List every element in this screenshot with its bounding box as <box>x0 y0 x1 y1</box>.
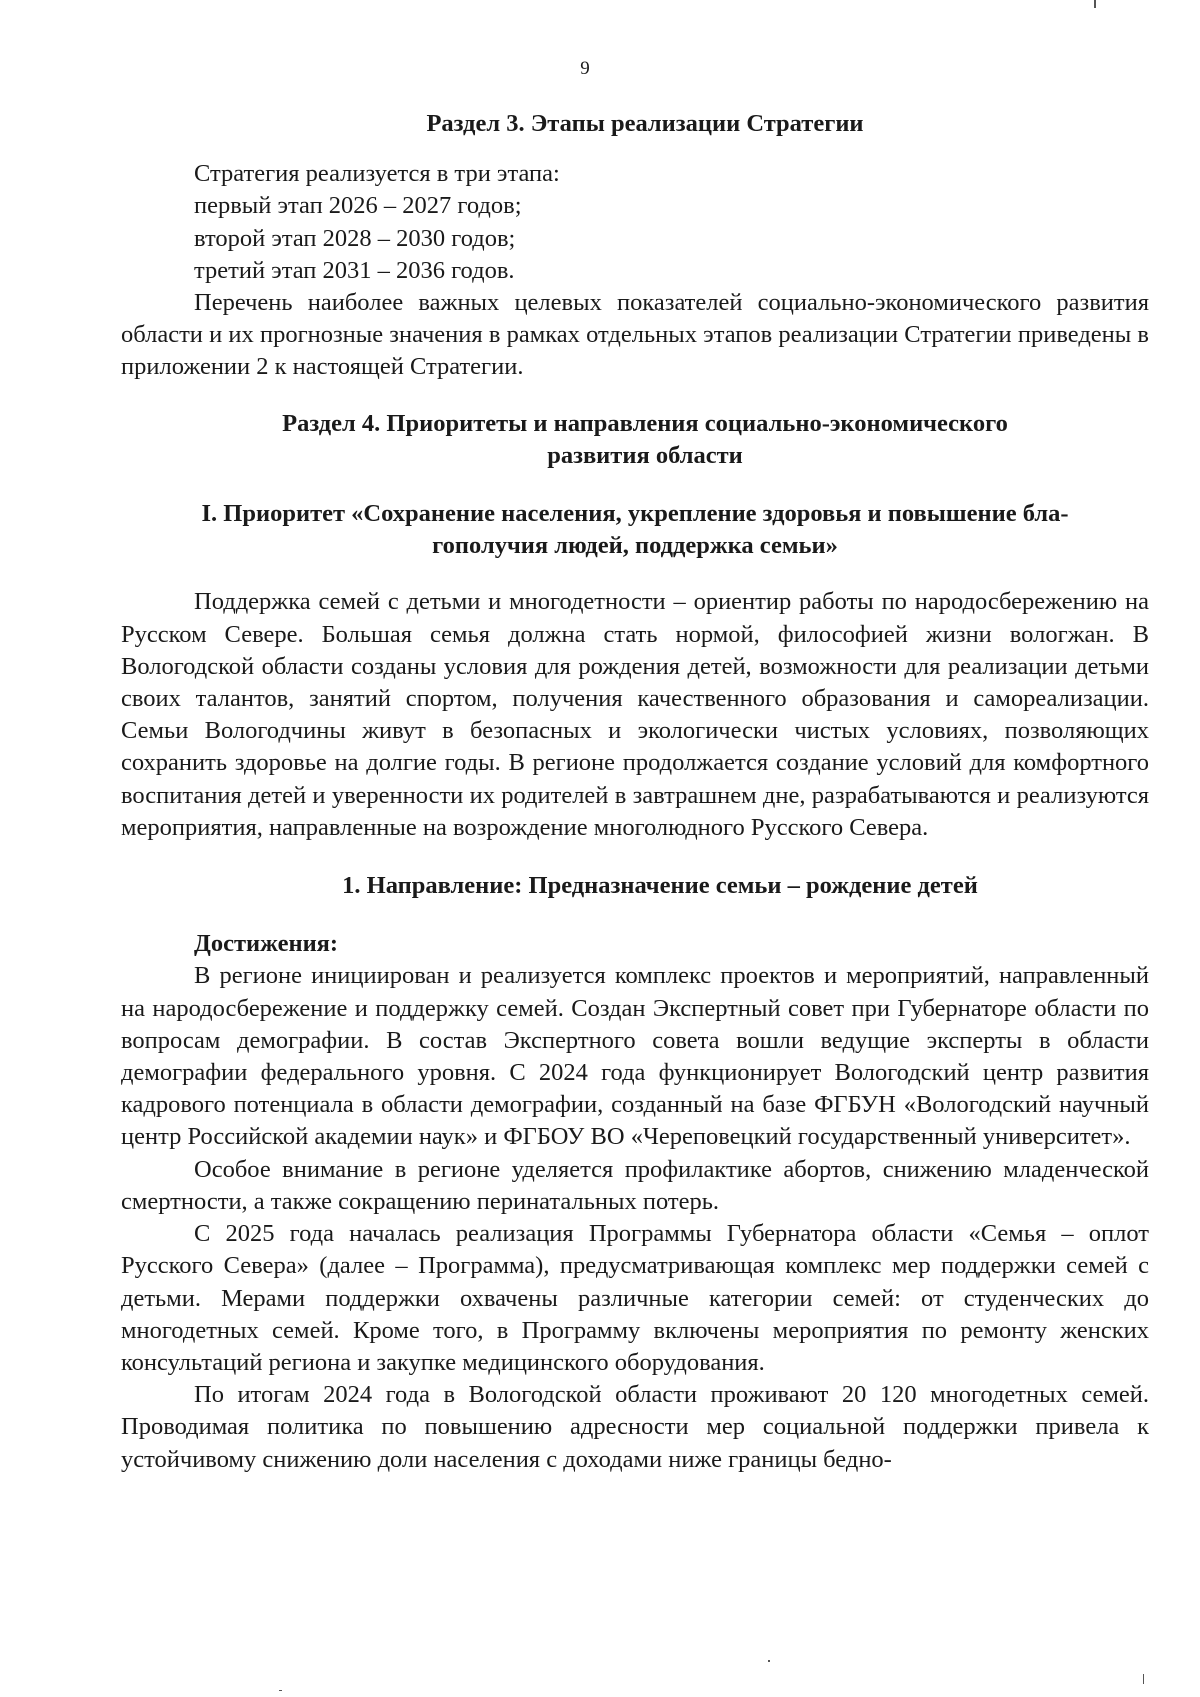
priority1-heading-line-1: I. Приоритет «Сохранение населения, укрепление здоровья и повышение бла- <box>201 500 1069 528</box>
section3-line-1: Стратегия реализуется в три этапа: <box>194 160 560 188</box>
section3-paragraph: Перечень наиболее важных целевых показателей социально-экономического развития области и их прогнозные значения в рамках отдельных этапов реализации Стратегии приведены в приложении 2 к настоящей Стратегии. <box>121 289 1149 381</box>
section3-line-3: второй этап 2028 – 2030 годов; <box>194 224 516 252</box>
page-content <box>121 100 1149 1476</box>
achievements-label: Достижения: <box>194 930 339 958</box>
direction1-heading: 1. Направление: Предназначение семьи – рождение детей <box>342 872 978 900</box>
direction1-paragraph-4: По итогам 2024 года в Вологодской области проживают 20 120 многодетных семей. Проводимая политика по повышению адресности мер социальной поддержки привела к устойчивому снижению доли населения с доходами ниже границы бедно- <box>121 1381 1149 1473</box>
scan-speck <box>768 1660 770 1662</box>
section4-heading-line-2: развития области <box>547 441 743 469</box>
section4-heading <box>121 408 1149 472</box>
priority1-paragraph: Поддержка семей с детьми и многодетности – ориентир работы по народосбережению на Русском Севере. Большая семья должна стать нормой, философией жизни вологжан. В Вологодской области созданы условия для рождения детей, возможности для реализации детьми своих талантов, занятий спортом, получения качественного образования и самореализации. Семьи Вологодчины живут в безопасных и экологически чистых условиях, позволяющих сохранить здоровье на долгие годы. В регионе продолжается создание условий для комфортного воспитания детей и уверенности их родителей в завтрашнем дне, разрабатываются и реализуются мероприятия, направленные на возрождение многолюдного Русского Севера. <box>121 588 1149 841</box>
direction1-paragraph-2: Особое внимание в регионе уделяется профилактике абортов, снижению младенческой смертности, а также сокращению перинатальных потерь. <box>121 1155 1149 1215</box>
priority1-heading <box>121 498 1149 562</box>
section4-heading-line-1: Раздел 4. Приоритеты и направления социально-экономического <box>282 409 1008 437</box>
section3-heading: Раздел 3. Этапы реализации Стратегии <box>426 110 864 137</box>
scan-speck <box>279 1690 282 1691</box>
scan-speck <box>1094 0 1096 8</box>
direction1-paragraph-3: С 2025 года началась реализация Программы Губернатора области «Семья – оплот Русского Севера» (далее – Программа), предусматривающая комплекс мер поддержки семей с детьми. Мерами поддержки охвачены различные категории семей: от студенческих до многодетных семей. Кроме того, в Программу включены мероприятия по ремонту женских консультаций региона и закупке медицинского оборудования. <box>121 1220 1149 1376</box>
page-number: 9 <box>580 58 590 79</box>
scan-speck <box>1143 1674 1144 1684</box>
priority1-heading-line-2: гополучия людей, поддержка семьи» <box>432 532 838 560</box>
section3-line-2: первый этап 2026 – 2027 годов; <box>194 192 522 220</box>
direction1-paragraph-1: В регионе инициирован и реализуется комплекс проектов и мероприятий, направленный на народосбережение и поддержку семей. Создан Экспертный совет при Губернаторе области по вопросам демографии. В состав Экспертного совета вошли ведущие эксперты в области демографии федерального уровня. С 2024 года функционирует Вологодский центр развития кадрового потенциала в области демографии, созданный на базе ФГБУН «Вологодский научный центр Российской академии наук» и ФГБОУ ВО «Череповецкий государственный университет». <box>121 962 1149 1151</box>
section3-line-4: третий этап 2031 – 2036 годов. <box>194 256 515 284</box>
